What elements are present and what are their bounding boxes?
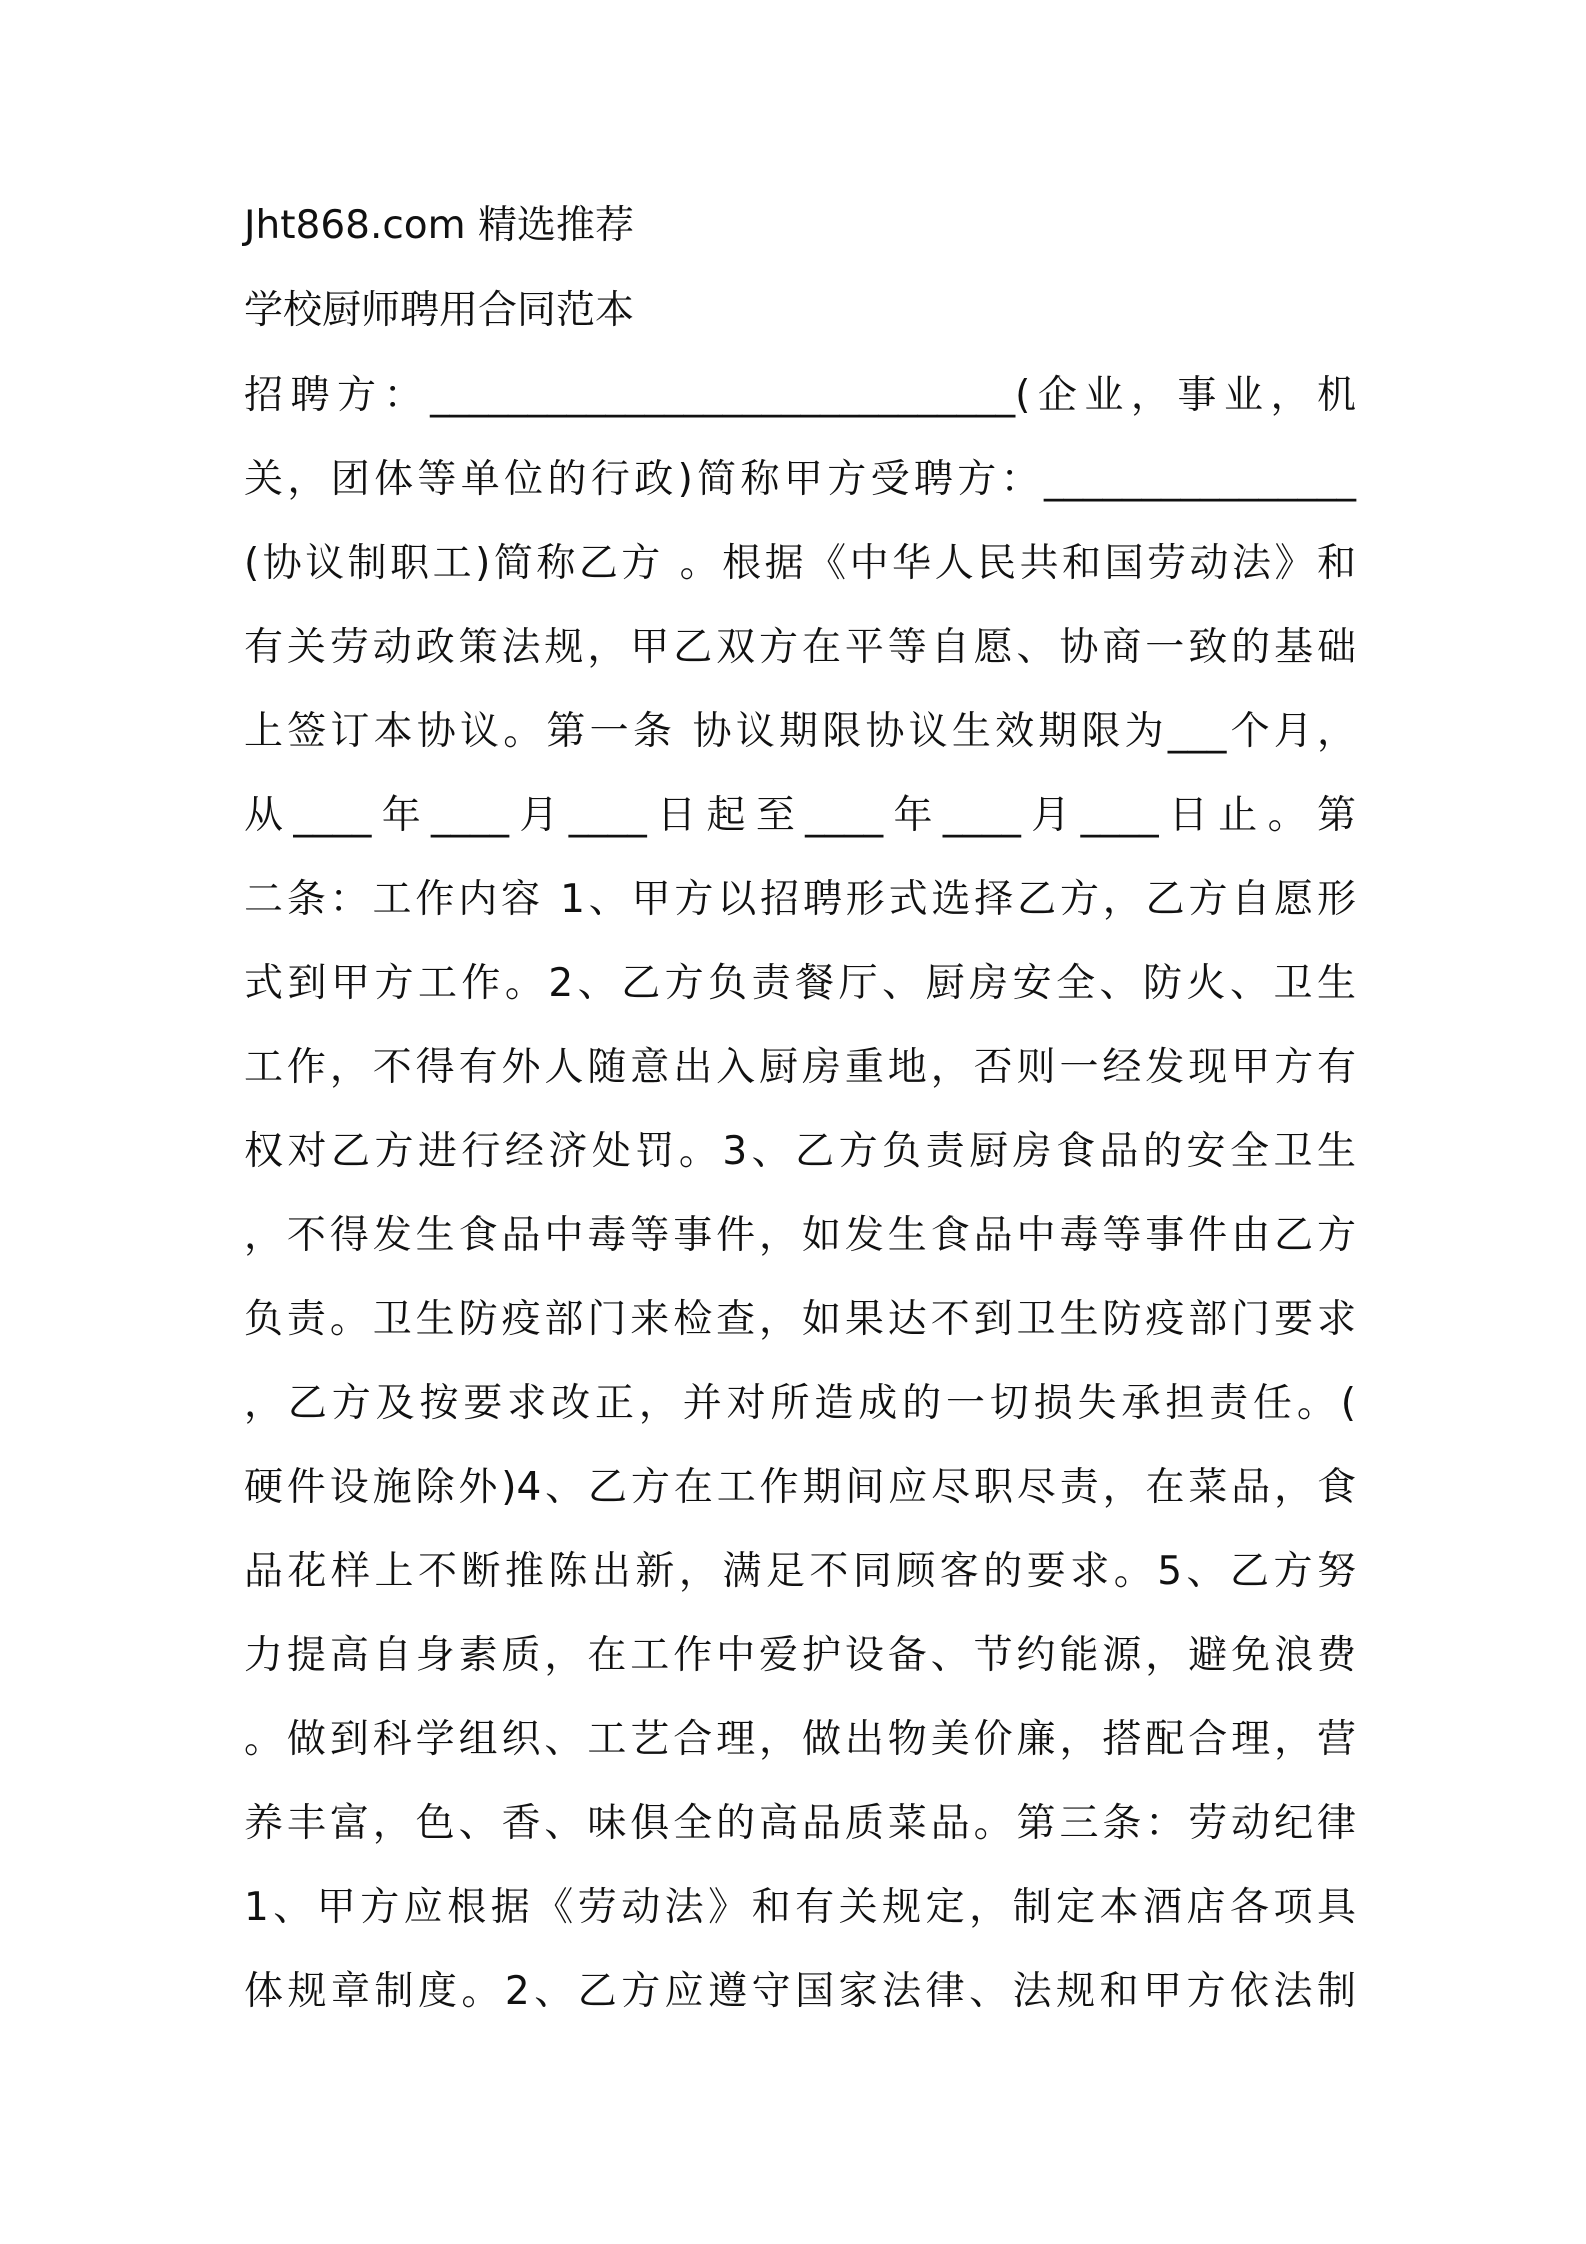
site-header: Jht868.com 精选推荐 <box>244 203 635 248</box>
body-line: (协议制职工)简称乙方 。根据《中华人民共和国劳动法》和 <box>244 541 1356 586</box>
body-line: 式到甲方工作。2、乙方负责餐厅、厨房安全、防火、卫生 <box>244 961 1356 1006</box>
body-line: ，乙方及按要求改正，并对所造成的一切损失承担责任。( <box>244 1381 1356 1426</box>
body-line: 1、甲方应根据《劳动法》和有关规定，制定本酒店各项具 <box>244 1885 1356 1930</box>
body-line: 。做到科学组织、工艺合理，做出物美价廉，搭配合理，营 <box>244 1717 1356 1762</box>
body-line: 养丰富，色、香、味俱全的高品质菜品。第三条：劳动纪律 <box>244 1801 1356 1846</box>
body-line: 从____年____月____日起至____年____月____日止。第 <box>244 793 1356 838</box>
body-line: 权对乙方进行经济处罚。3、乙方负责厨房食品的安全卫生 <box>244 1129 1356 1174</box>
body-line: 有关劳动政策法规，甲乙双方在平等自愿、协商一致的基础 <box>244 625 1356 670</box>
body-line: 品花样上不断推陈出新，满足不同顾客的要求。5、乙方努 <box>244 1549 1356 1594</box>
body-line: ，不得发生食品中毒等事件，如发生食品中毒等事件由乙方 <box>244 1213 1356 1258</box>
body-line: 硬件设施除外)4、乙方在工作期间应尽职尽责，在菜品，食 <box>244 1465 1356 1510</box>
body-line: 负责。卫生防疫部门来检查，如果达不到卫生防疫部门要求 <box>244 1297 1356 1342</box>
body-line: 上签订本协议。第一条 协议期限协议生效期限为___个月， <box>244 709 1356 754</box>
body-line: 工作，不得有外人随意出入厨房重地，否则一经发现甲方有 <box>244 1045 1356 1090</box>
document-title: 学校厨师聘用合同范本 <box>244 288 635 333</box>
body-line: 关，团体等单位的行政)简称甲方受聘方：________________ <box>244 457 1356 502</box>
body-line: 体规章制度。2、乙方应遵守国家法律、法规和甲方依法制 <box>244 1969 1356 2014</box>
body-line: 力提高自身素质，在工作中爱护设备、节约能源，避免浪费 <box>244 1633 1356 1678</box>
body-line: 二条：工作内容 1、甲方以招聘形式选择乙方，乙方自愿形 <box>244 877 1356 922</box>
body-line: 招聘方：______________________________(企业，事业，机 <box>244 373 1356 418</box>
